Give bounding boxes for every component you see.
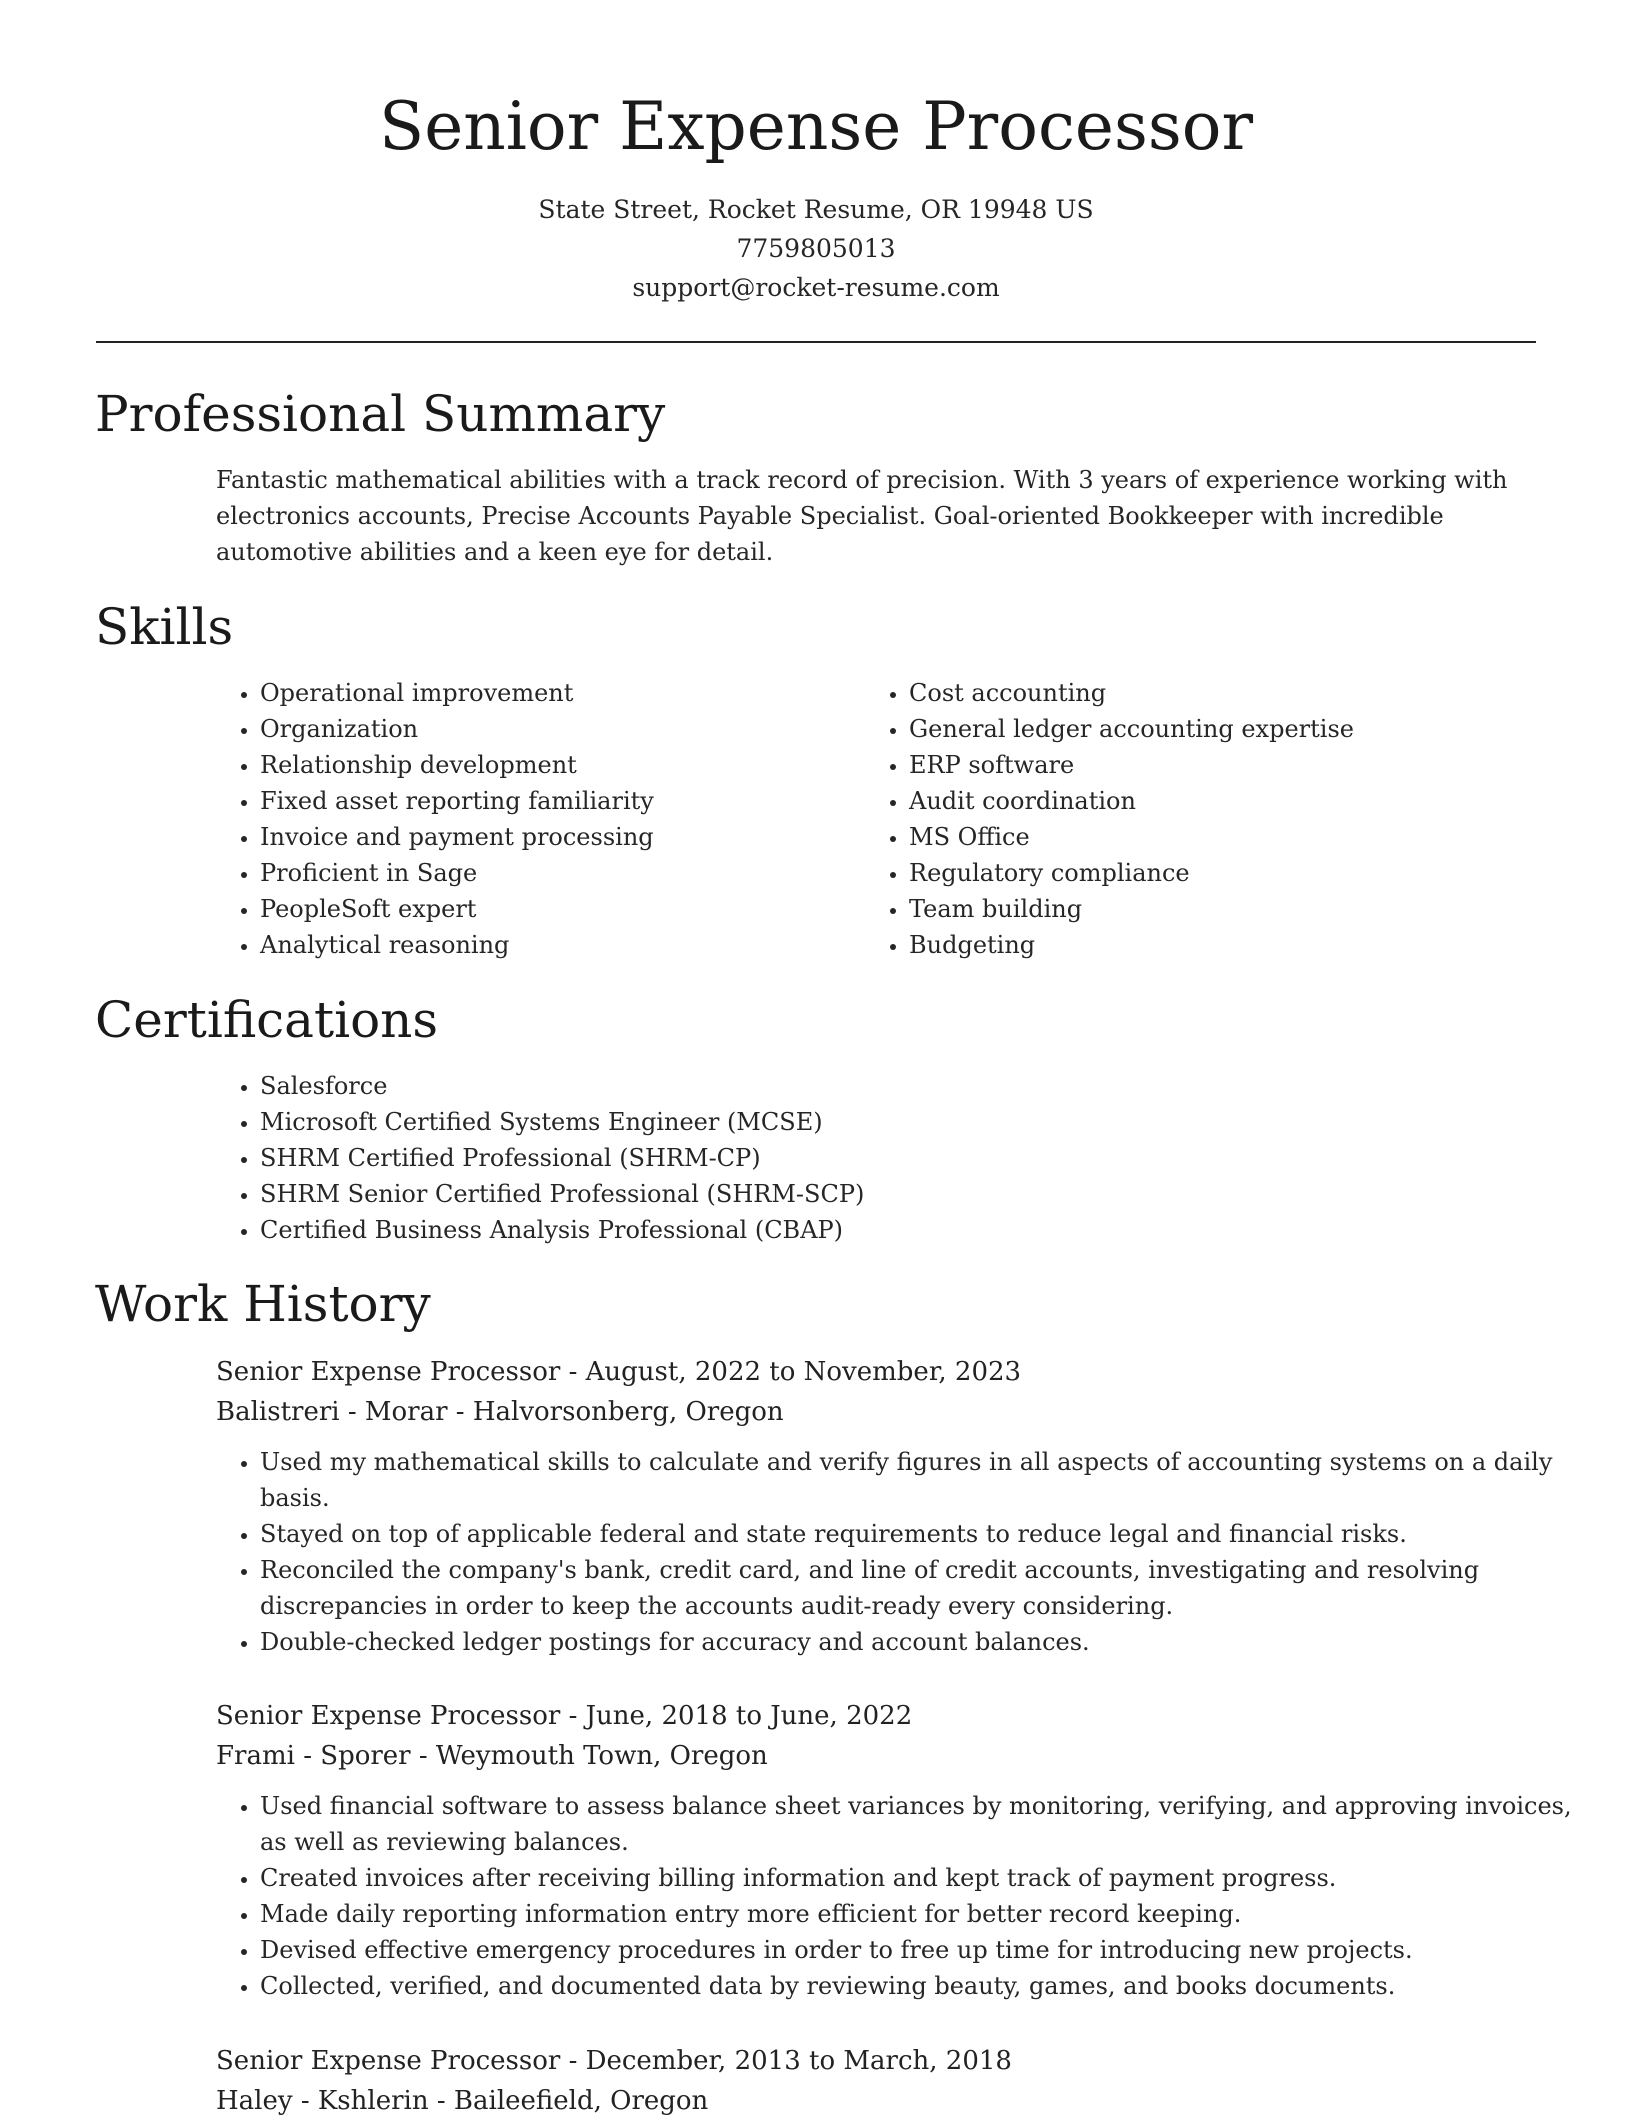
list-item: • Analytical reasoning	[260, 927, 820, 963]
skills-heading: Skills	[95, 598, 234, 656]
list-item: • Proficient in Sage	[260, 855, 820, 891]
list-item: • Budgeting	[909, 927, 1549, 963]
list-item: • Relationship development	[260, 747, 820, 783]
list-item: • Regulatory compliance	[909, 855, 1549, 891]
summary-heading: Professional Summary	[95, 385, 666, 443]
list-item: • Double-checked ledger postings for accuracy and account balances.	[260, 1624, 1590, 1660]
list-item: • Team building	[909, 891, 1549, 927]
skills-list-left	[216, 675, 820, 963]
job-company-line: Balistreri - Morar - Halvorsonberg, Oregon	[216, 1397, 784, 1427]
job-company-line: Frami - Sporer - Weymouth Town, Oregon	[216, 1741, 768, 1771]
list-item: • Collected, verified, and documented data by reviewing beauty, games, and books documents.	[260, 1968, 1590, 2004]
list-item: • Cost accounting	[909, 675, 1549, 711]
resume-title: Senior Expense Processor	[378, 88, 1254, 165]
contact-phone: 7759805013	[736, 234, 896, 263]
job-bullets	[216, 1788, 1590, 2004]
list-item: • Devised effective emergency procedures in order to free up time for introducing new projects.	[260, 1932, 1590, 1968]
list-item: • Organization	[260, 711, 820, 747]
job-company-line: Haley - Kshlerin - Baileefield, Oregon	[216, 2086, 709, 2116]
list-item: • Salesforce	[260, 1068, 1260, 1104]
job-title-line: Senior Expense Processor - June, 2018 to June, 2022	[216, 1701, 913, 1731]
list-item: • Audit coordination	[909, 783, 1549, 819]
contact-email: support@rocket-resume.com	[632, 273, 1000, 302]
job-bullets	[216, 1444, 1590, 1660]
list-item: • Microsoft Certified Systems Engineer (MCSE)	[260, 1104, 1260, 1140]
job-title-line: Senior Expense Processor - August, 2022 to November, 2023	[216, 1357, 1022, 1387]
list-item: • PeopleSoft expert	[260, 891, 820, 927]
list-item: • Operational improvement	[260, 675, 820, 711]
certifications-list	[216, 1068, 1260, 1248]
list-item: • SHRM Certified Professional (SHRM-CP)	[260, 1140, 1260, 1176]
list-item: • Used financial software to assess balance sheet variances by monitoring, verifying, and approving invoices, as well as reviewing balances.	[260, 1788, 1590, 1860]
work-history-heading: Work History	[95, 1275, 431, 1333]
list-item: • Certified Business Analysis Professional (CBAP)	[260, 1212, 1260, 1248]
list-item: • Fixed asset reporting familiarity	[260, 783, 820, 819]
certifications-heading: Certifications	[95, 991, 439, 1049]
list-item: • General ledger accounting expertise	[909, 711, 1549, 747]
list-item: • ERP software	[909, 747, 1549, 783]
summary-text: Fantastic mathematical abilities with a track record of precision. With 3 years of experience working with electronics accounts, Precise Accounts Payable Specialist. Goal-oriented Bookkeeper with incredible automotive abilities and a keen eye for detail.	[216, 466, 1508, 566]
list-item: • Made daily reporting information entry more efficient for better record keeping.	[260, 1896, 1590, 1932]
list-item: • Used my mathematical skills to calculate and verify figures in all aspects of accounting systems on a daily basis.	[260, 1444, 1590, 1516]
contact-address: State Street, Rocket Resume, OR 19948 US	[538, 195, 1094, 224]
list-item: • Created invoices after receiving billing information and kept track of payment progress.	[260, 1860, 1590, 1896]
list-item: • MS Office	[909, 819, 1549, 855]
header-divider	[96, 341, 1536, 343]
list-item: • Invoice and payment processing	[260, 819, 820, 855]
list-item: • Stayed on top of applicable federal and state requirements to reduce legal and financial risks.	[260, 1516, 1590, 1552]
list-item: • Reconciled the company's bank, credit card, and line of credit accounts, investigating and resolving discrepancies in order to keep the accounts audit-ready every considering.	[260, 1552, 1590, 1624]
contact-block	[0, 190, 1632, 307]
list-item: • SHRM Senior Certified Professional (SHRM-SCP)	[260, 1176, 1260, 1212]
skills-list-right	[865, 675, 1549, 963]
job-title-line: Senior Expense Processor - December, 2013 to March, 2018	[216, 2046, 1012, 2076]
